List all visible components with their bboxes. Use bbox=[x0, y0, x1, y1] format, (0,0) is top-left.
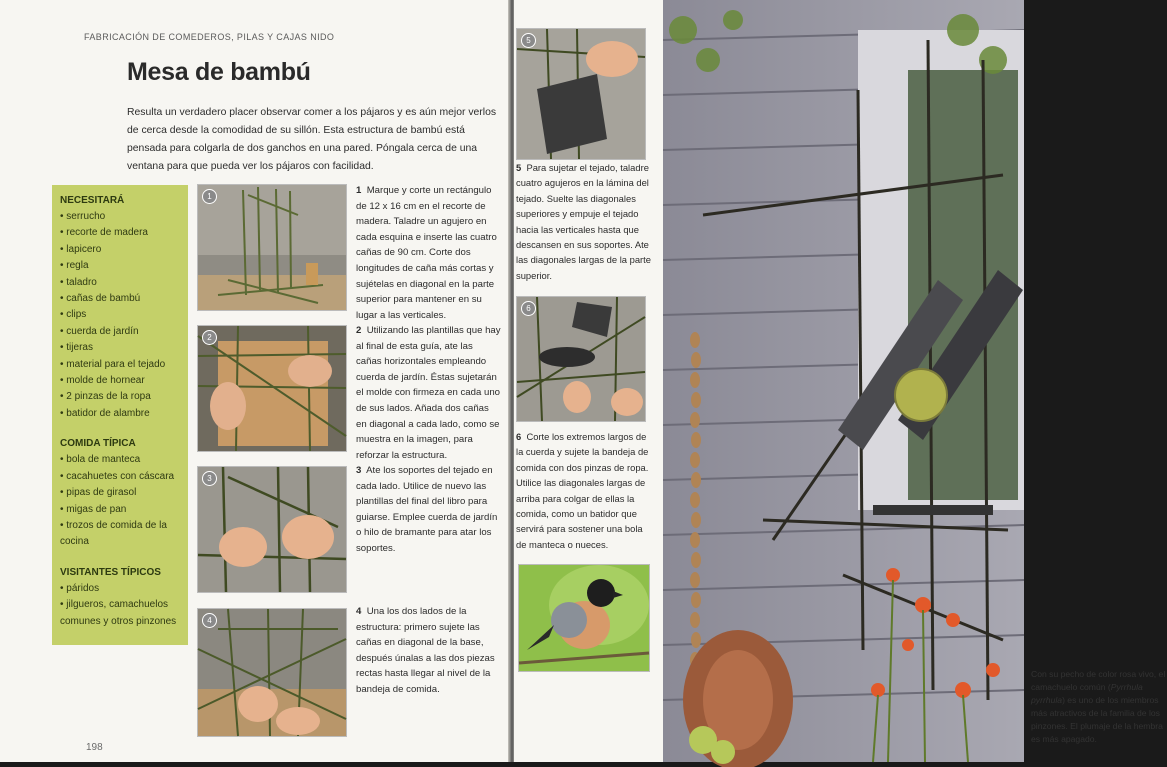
needs-item: • serrucho bbox=[60, 211, 106, 222]
needs-item: • lapicero bbox=[60, 243, 102, 255]
step-3-badge: 3 bbox=[202, 471, 217, 486]
step-1-text: 1 Marque y corte un rectángulo de 12 x 16 cm en el recorte de madera. Taladre un agujero en cada esquina e inserte las cuatro cañas de 90 cm. Corte dos longitudes de caña más cortas y sujételas en diagonal en la parte superior para mantener en su lugar a las verticales. bbox=[356, 185, 497, 321]
bullfinch-photo bbox=[518, 564, 650, 672]
needs-item: • batidor de alambre bbox=[60, 407, 150, 419]
needs-item: • tijeras bbox=[60, 342, 93, 354]
food-item: • migas de pan bbox=[60, 503, 127, 515]
food-heading: COMIDA TÍPICA bbox=[60, 438, 136, 450]
page-number: 198 bbox=[86, 742, 103, 753]
needs-item: • taladro bbox=[60, 276, 97, 288]
photo-caption: Con su pecho de color rosa vivo, el camachuelo común (Pyrrhula pyrrhula) es uno de los miembros más atractivos de la familia de los pinzones. El plumaje de la hembra es más apagado. bbox=[1031, 669, 1166, 744]
food-item: • trozos de comida de la cocina bbox=[60, 519, 167, 548]
page-title: Mesa de bambú bbox=[127, 58, 311, 86]
needs-item: • cuerda de jardín bbox=[60, 325, 139, 337]
needs-item: • 2 pinzas de la ropa bbox=[60, 391, 151, 403]
step-3-text: 3 Ate los soportes del tejado en cada lado. Utilice de nuevo las plantillas del final del libro para guiarse. Emplee cuerda de jardín o hilo de bramante para atar los soportes. bbox=[356, 465, 498, 554]
food-item: • cacahuetes con cáscara bbox=[60, 470, 175, 482]
step-5-badge: 5 bbox=[521, 33, 536, 48]
needs-heading: NECESITARÁ bbox=[60, 195, 125, 206]
step-3-photo bbox=[197, 466, 347, 593]
food-item: • bola de manteca bbox=[60, 454, 141, 466]
visitors-item: • jilgueros, camachuelos comunes y otros pinzones bbox=[60, 599, 177, 627]
step-6-text: 6 Corte los extremos largos de la cuerda y sujete la bandeja de comida con dos pinzas de ropa. Utilice las diagonales largas de arriba para colgar de ellas la comida, como un batidor que servirá para sostener una bola de manteca o nueces. bbox=[516, 431, 649, 550]
needs-list bbox=[60, 209, 180, 422]
left-page bbox=[0, 0, 510, 762]
step-4-text: 4 Una los dos lados de la estructura: primero sujete las cañas en diagonal de la base, después únalas a las dos piezas rectas hasta llegar al nivel de la bandeja de comida. bbox=[356, 606, 495, 695]
needs-item: • molde de hornear bbox=[60, 375, 145, 387]
needs-item: • cañas de bambú bbox=[60, 293, 141, 305]
needs-item: • material para el tejado bbox=[60, 358, 166, 370]
step-1-photo bbox=[197, 184, 347, 311]
step-2-photo bbox=[197, 325, 347, 452]
running-head: FABRICACIÓN DE COMEDEROS, PILAS Y CAJAS NIDO bbox=[84, 32, 335, 42]
step-2-badge: 2 bbox=[202, 330, 217, 345]
step-4-badge: 4 bbox=[202, 613, 217, 628]
step-2-text: 2 Utilizando las plantillas que hay al final de esta guía, ate las cañas horizontales empleando cuerda de jardín. Éstas sujetarán el molde con firmeza en cada uno de sus lados. Añada dos cañas en diagonal a cada lado, como se muestra en la imagen, para reforzar la estructura. bbox=[356, 325, 501, 461]
visitors-item: • páridos bbox=[60, 582, 100, 594]
visitors-heading: VISITANTES TÍPICOS bbox=[60, 566, 161, 578]
food-list bbox=[60, 452, 180, 550]
step-5-text: 5 Para sujetar el tejado, taladre cuatro agujeros en la lámina del tejado. Suelte las diagonales superiores y empuje el tejado hacia las verticales hasta que descansen en sus soportes. Ate las diagonales largas de la parte superior. bbox=[516, 162, 651, 281]
step-1-badge: 1 bbox=[202, 189, 217, 204]
intro-paragraph: Resulta un verdadero placer observar comer a los pájaros y es aún mejor verlos de cerca desde la comodidad de su sillón. Esta estructura de bambú está pensada para colgarla de dos ganchos en una pared. Póngala cerca de una ventana para que pueda ver los pájaros con facilidad. bbox=[127, 107, 497, 172]
needs-item: • recorte de madera bbox=[60, 227, 148, 239]
food-item: • pipas de girasol bbox=[60, 487, 137, 499]
step-6-photo bbox=[516, 296, 646, 422]
step-4-photo bbox=[197, 608, 347, 737]
bamboo-table-photo bbox=[663, 0, 1024, 762]
needs-item: • clips bbox=[60, 309, 87, 321]
visitors-list bbox=[60, 581, 180, 630]
materials-sidebar bbox=[52, 185, 188, 645]
step-6-badge: 6 bbox=[521, 301, 536, 316]
needs-item: • regla bbox=[60, 260, 89, 272]
step-5-photo bbox=[516, 28, 646, 160]
